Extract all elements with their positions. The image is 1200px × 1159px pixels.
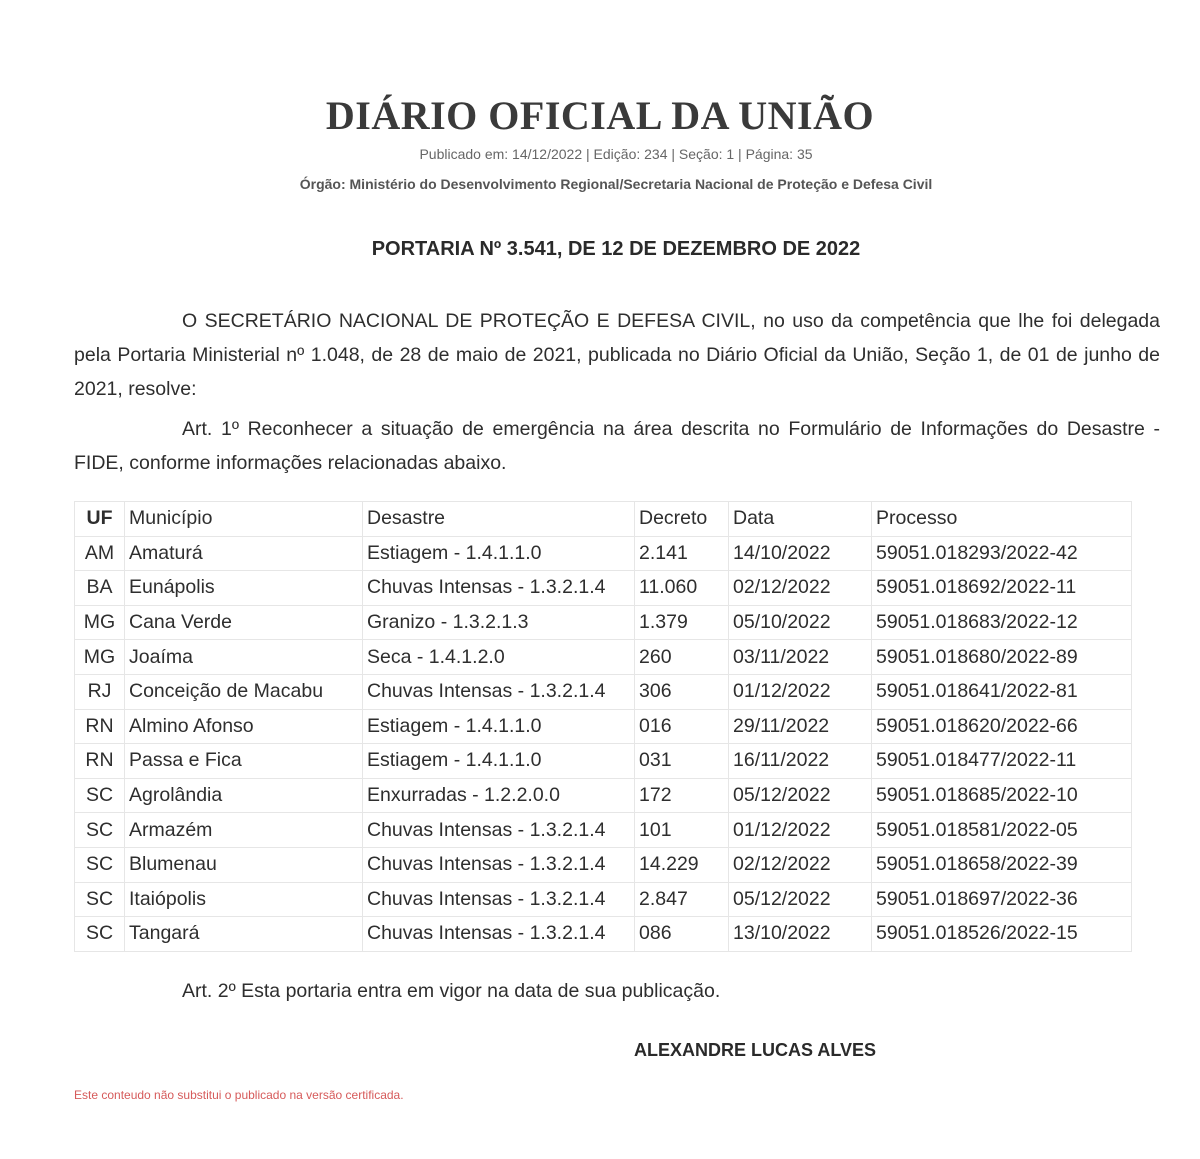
cell-data: 05/12/2022 (729, 778, 872, 813)
cell-processo: 59051.018293/2022-42 (872, 536, 1132, 571)
cell-municipio: Almino Afonso (125, 709, 363, 744)
cell-uf: AM (75, 536, 125, 571)
cell-uf: SC (75, 813, 125, 848)
cell-processo: 59051.018581/2022-05 (872, 813, 1132, 848)
cell-processo: 59051.018620/2022-66 (872, 709, 1132, 744)
certification-disclaimer: Este conteudo não substitui o publicado na versão certificada. (74, 1088, 404, 1102)
article-1-paragraph: Art. 1º Reconhecer a situação de emergência na área descrita no Formulário de Informações do Desastre - FIDE, conforme informações relacionadas abaixo. (74, 418, 1160, 474)
signer-name: ALEXANDRE LUCAS ALVES (634, 1040, 877, 1060)
cell-decreto: 031 (635, 744, 729, 779)
cell-uf: SC (75, 917, 125, 952)
cell-processo: 59051.018685/2022-10 (872, 778, 1132, 813)
table-row (75, 571, 1132, 606)
cell-decreto: 016 (635, 709, 729, 744)
cell-municipio: Tangará (125, 917, 363, 952)
header-decreto: Decreto (635, 502, 729, 537)
header-uf: UF (75, 502, 125, 537)
table-row (75, 709, 1132, 744)
cell-desastre: Chuvas Intensas - 1.3.2.1.4 (363, 813, 635, 848)
cell-desastre: Enxurradas - 1.2.2.0.0 (363, 778, 635, 813)
table-row (75, 847, 1132, 882)
preamble-paragraph: O SECRETÁRIO NACIONAL DE PROTEÇÃO E DEFESA CIVIL, no uso da competência que lhe foi delegada pela Portaria Ministerial nº 1.048, de 28 de maio de 2021, publicada no Diário Oficial da União, Seção 1, de 01 de junho de 2021, resolve: (74, 310, 1160, 400)
header-municipio: Município (125, 502, 363, 537)
cell-desastre: Seca - 1.4.1.2.0 (363, 640, 635, 675)
article-2-paragraph: Art. 2º Esta portaria entra em vigor na data de sua publicação. (182, 980, 721, 1002)
cell-decreto: 1.379 (635, 605, 729, 640)
cell-processo: 59051.018477/2022-11 (872, 744, 1132, 779)
cell-municipio: Cana Verde (125, 605, 363, 640)
cell-desastre: Chuvas Intensas - 1.3.2.1.4 (363, 847, 635, 882)
header-data: Data (729, 502, 872, 537)
cell-decreto: 11.060 (635, 571, 729, 606)
table-row (75, 744, 1132, 779)
cell-municipio: Amaturá (125, 536, 363, 571)
cell-processo: 59051.018526/2022-15 (872, 917, 1132, 952)
table-header-row (75, 502, 1132, 537)
cell-processo: 59051.018658/2022-39 (872, 847, 1132, 882)
table-row (75, 917, 1132, 952)
cell-uf: RN (75, 709, 125, 744)
cell-uf: SC (75, 882, 125, 917)
cell-processo: 59051.018692/2022-11 (872, 571, 1132, 606)
cell-processo: 59051.018680/2022-89 (872, 640, 1132, 675)
table-row (75, 605, 1132, 640)
header-desastre: Desastre (363, 502, 635, 537)
cell-processo: 59051.018697/2022-36 (872, 882, 1132, 917)
cell-municipio: Passa e Fica (125, 744, 363, 779)
organ-line: Órgão: Ministério do Desenvolvimento Regional/Secretaria Nacional de Proteção e Defesa Civil (299, 176, 933, 192)
cell-uf: MG (75, 605, 125, 640)
cell-decreto: 2.141 (635, 536, 729, 571)
table-row (75, 813, 1132, 848)
table-row (75, 640, 1132, 675)
table-row (75, 882, 1132, 917)
cell-decreto: 2.847 (635, 882, 729, 917)
cell-processo: 59051.018683/2022-12 (872, 605, 1132, 640)
publication-info: Publicado em: 14/12/2022 | Edição: 234 | Seção: 1 | Página: 35 (419, 146, 813, 162)
cell-decreto: 086 (635, 917, 729, 952)
cell-decreto: 14.229 (635, 847, 729, 882)
table-row (75, 536, 1132, 571)
cell-decreto: 101 (635, 813, 729, 848)
cell-processo: 59051.018641/2022-81 (872, 674, 1132, 709)
cell-desastre: Estiagem - 1.4.1.1.0 (363, 536, 635, 571)
cell-uf: BA (75, 571, 125, 606)
cell-decreto: 172 (635, 778, 729, 813)
cell-data: 02/12/2022 (729, 847, 872, 882)
cell-data: 03/11/2022 (729, 640, 872, 675)
cell-desastre: Chuvas Intensas - 1.3.2.1.4 (363, 571, 635, 606)
cell-data: 14/10/2022 (729, 536, 872, 571)
cell-municipio: Conceição de Macabu (125, 674, 363, 709)
cell-desastre: Estiagem - 1.4.1.1.0 (363, 709, 635, 744)
cell-municipio: Armazém (125, 813, 363, 848)
cell-data: 16/11/2022 (729, 744, 872, 779)
cell-uf: RN (75, 744, 125, 779)
cell-desastre: Estiagem - 1.4.1.1.0 (363, 744, 635, 779)
cell-decreto: 306 (635, 674, 729, 709)
cell-uf: SC (75, 847, 125, 882)
cell-data: 29/11/2022 (729, 709, 872, 744)
cell-data: 01/12/2022 (729, 813, 872, 848)
cell-desastre: Granizo - 1.3.2.1.3 (363, 605, 635, 640)
cell-uf: MG (75, 640, 125, 675)
cell-data: 05/10/2022 (729, 605, 872, 640)
cell-municipio: Blumenau (125, 847, 363, 882)
cell-desastre: Chuvas Intensas - 1.3.2.1.4 (363, 882, 635, 917)
cell-desastre: Chuvas Intensas - 1.3.2.1.4 (363, 674, 635, 709)
header-processo: Processo (872, 502, 1132, 537)
table-row (75, 778, 1132, 813)
portaria-title: PORTARIA Nº 3.541, DE 12 DE DEZEMBRO DE 2022 (371, 238, 861, 260)
cell-data: 02/12/2022 (729, 571, 872, 606)
cell-municipio: Joaíma (125, 640, 363, 675)
cell-data: 01/12/2022 (729, 674, 872, 709)
cell-desastre: Chuvas Intensas - 1.3.2.1.4 (363, 917, 635, 952)
emergency-table (74, 501, 1132, 952)
cell-data: 05/12/2022 (729, 882, 872, 917)
cell-municipio: Itaiópolis (125, 882, 363, 917)
cell-municipio: Agrolândia (125, 778, 363, 813)
cell-municipio: Eunápolis (125, 571, 363, 606)
table-row (75, 674, 1132, 709)
masthead-title: DIÁRIO OFICIAL DA UNIÃO (325, 93, 875, 138)
cell-uf: RJ (75, 674, 125, 709)
cell-data: 13/10/2022 (729, 917, 872, 952)
cell-decreto: 260 (635, 640, 729, 675)
cell-uf: SC (75, 778, 125, 813)
